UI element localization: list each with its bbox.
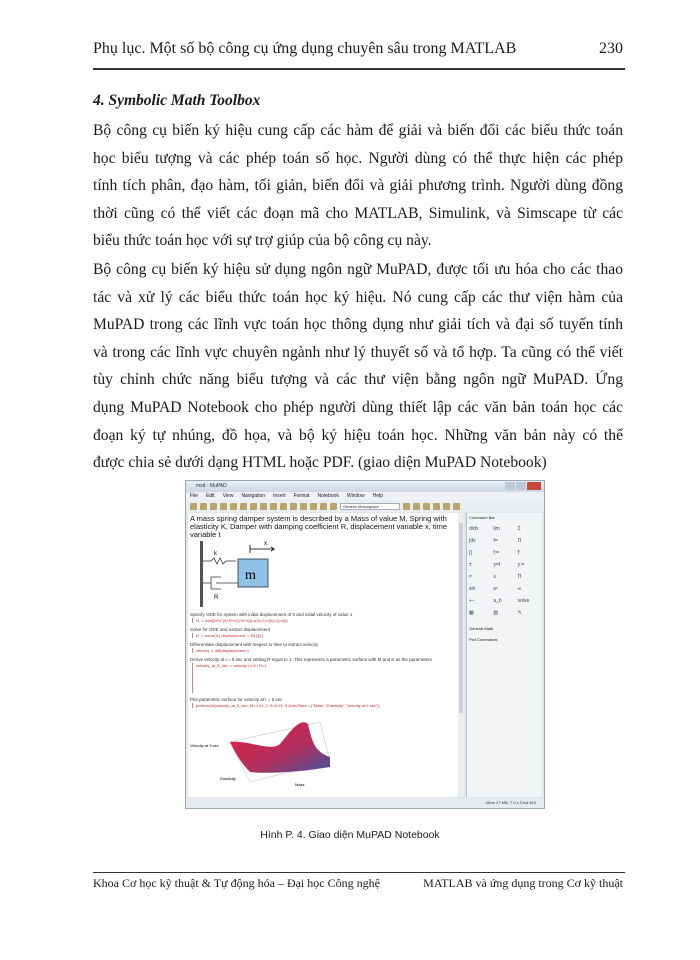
- x-axis-label: Mass: [295, 782, 305, 787]
- paragraph-2: [93, 256, 623, 477]
- toolbar-icon: [230, 503, 237, 510]
- menu-item: View: [222, 493, 234, 499]
- text-line: được chia sẻ dưới dạng HTML hoặc PDF. (giao diện MuPAD Notebook): [93, 454, 547, 472]
- text-line: thời cũng có thể viết các đoạn mã cho MATLAB, Simulink, và Simscape từ các: [93, 204, 623, 222]
- toolbar-icon: [210, 503, 217, 510]
- footer-left: Khoa Cơ học kỹ thuật & Tự động hóa – Đại học Công nghệ: [93, 876, 380, 890]
- spring-label: k: [214, 551, 217, 557]
- y-axis-label: Elasticity: [220, 776, 236, 781]
- header-rule: [93, 68, 625, 70]
- maximize-icon: [516, 482, 526, 490]
- command-bar-title: Command Bar: [469, 515, 495, 520]
- text-line: biểu thức toán học với sự trợ giúp của bộ công cụ này.: [93, 232, 432, 250]
- toolbar-icon: [220, 503, 227, 510]
- font-select: Generic Monospace: [340, 503, 400, 510]
- toolbar-icon: [290, 503, 297, 510]
- z-axis-label: Velocity at 5 sec: [190, 743, 219, 748]
- menu-item: Insert: [273, 493, 286, 499]
- page-footer: [93, 876, 623, 891]
- command-bar: [466, 513, 542, 797]
- minimize-icon: [505, 482, 515, 490]
- toolbar: [186, 500, 544, 512]
- text-line: đoạn ký tự nhúng, đồ họa, và bộ ký hiệu toán học. Những văn bản này có thể: [93, 426, 623, 444]
- cell-input[interactable]: velocity := diff(displacement,t): [192, 648, 456, 653]
- menu-item: Notebook: [317, 493, 339, 499]
- toolbar-icon: [443, 503, 450, 510]
- footer-right: MATLAB và ứng dụng trong Cơ kỹ thuật: [423, 876, 623, 890]
- text-line: học biểu tượng và các phép toán số học. Người dùng có thể thực hiện các phép: [93, 149, 623, 167]
- cell-text: Solve for ODE and extract displacement: [190, 627, 271, 632]
- text-line: dụng MuPAD Notebook cho phép người dùng thiết lập các văn bản toán học các: [93, 398, 623, 416]
- surface-plot: [190, 712, 340, 787]
- text-line: tùy chỉnh chức năng biểu tượng và các thư viện bằng ngôn ngữ MuPAD. Ứng: [93, 371, 623, 389]
- toolbar-icon: [320, 503, 327, 510]
- general-math-section[interactable]: General Math: [469, 626, 494, 631]
- text-line: và trong các lĩnh vực chuyên ngành như lý thuyết số và tổ hợp. Ta cũng có thể viết: [93, 343, 623, 361]
- toolbar-icon: [413, 503, 420, 510]
- cell-input[interactable]: f1 := ode({M*x''(t)+R*x'(t)+K*x(t),x(0)=0,x'(0)=1},x(t)): [192, 618, 456, 623]
- toolbar-icon: [200, 503, 207, 510]
- text-line: Bộ công cụ biến ký hiệu sử dụng ngôn ngữ MuPAD, được tối ưu hóa cho các thao: [93, 261, 623, 278]
- toolbar-icon: [453, 503, 460, 510]
- footer-rule: [93, 872, 625, 873]
- damper-label: R: [214, 595, 219, 601]
- cell-input[interactable]: velocity_at_5_sec := velocity | t=5 | R=1: [192, 663, 456, 693]
- page-header: [93, 40, 623, 58]
- displacement-label: x: [264, 541, 267, 547]
- command-grid: d/dx lim Σ ∫dx f= Π [] f:= f' ± y=f y:= ≠ ≤ Π sin eˣ ∞ +− a_b solve ▦ ▨ ✎: [469, 526, 530, 616]
- menu-item: File: [190, 493, 199, 499]
- toolbar-icon: [190, 503, 197, 510]
- text-line: MuPAD trong các lĩnh vực toán học thông dụng như giải tích và đại số tuyến tính: [93, 316, 623, 334]
- text-line: Bộ công cụ biến ký hiệu cung cấp các hàm để giải và biến đổi các biểu thức toán: [93, 122, 623, 139]
- paragraph-1: [93, 117, 623, 255]
- toolbar-icon: [300, 503, 307, 510]
- close-icon: [527, 482, 541, 490]
- plot-commands-section[interactable]: Plot Commands: [469, 637, 498, 642]
- toolbar-icon: [270, 503, 277, 510]
- toolbar-icon: [433, 503, 440, 510]
- toolbar-icon: [423, 503, 430, 510]
- figure-caption: Hình P. 4. Giao diện MuPAD Notebook: [260, 829, 440, 841]
- toolbar-icon: [310, 503, 317, 510]
- menu-item: Navigation: [241, 493, 266, 499]
- header-title: Phụ lục. Một số bộ công cụ ứng dụng chuyên sâu trong MATLAB: [93, 40, 517, 57]
- section-heading: 4. Symbolic Math Toolbox: [93, 92, 261, 109]
- text-line: tính tích phân, đạo hàm, tối giản, biến đổi và giải phương trình. Người dùng đồng: [93, 177, 623, 195]
- text-line: tác và xử lý các biểu thức toán học ký hiệu. Nó cung cấp các thư viện hàm của: [93, 288, 623, 306]
- mupad-screenshot: [185, 480, 545, 809]
- menu-item: Edit: [206, 493, 215, 499]
- notebook-area: [188, 513, 458, 797]
- window-controls: [505, 482, 541, 490]
- toolbar-icon: [330, 503, 337, 510]
- mass-label: m: [245, 568, 256, 583]
- toolbar-icon: [260, 503, 267, 510]
- menu-item: Window: [346, 493, 365, 499]
- window-title: msd - MuPAD: [196, 483, 227, 489]
- cell-text: Plot parametric surface for velocity at t = 5 sec: [190, 697, 283, 702]
- cell-text: Derive velocity at t = 5 sec and setting R equal to 1. This represents a parametric surface with M and K as the parameters: [190, 657, 432, 662]
- intro-text: A mass spring damper system is described by a Mass of value M, Spring with elasticity K, Damper with damping coefficient R, displacement variable x, time variable t: [190, 514, 448, 539]
- toolbar-icon: [403, 503, 410, 510]
- menu-bar: [186, 492, 544, 500]
- window-titlebar: [186, 481, 544, 492]
- notebook-scrollbar[interactable]: [458, 513, 464, 797]
- menu-item: Format: [293, 493, 310, 499]
- cell-text: Differentiate displacement with respect to time to extract velocity: [190, 642, 318, 647]
- cell-input[interactable]: f2 := solve(f1) displacement := f2[1][1]: [192, 633, 456, 638]
- mass-spring-damper-diagram: [190, 539, 310, 609]
- status-bar: Mem 27 MB, T 0 s Cmd INS: [186, 798, 544, 808]
- toolbar-icon: [280, 503, 287, 510]
- cell-text: Specify ODE for system with initial displacement of 0 and initial velocity of value 1: [190, 612, 353, 617]
- menu-item: Help: [372, 493, 383, 499]
- toolbar-icon: [250, 503, 257, 510]
- cell-input[interactable]: plotfunc3d(velocity_at_5_sec, M=0.01..2, K=0.01..5,AxesTitles = ["Mass","Elasticity","Velocity at 5 sec"]): [192, 703, 456, 708]
- toolbar-icon: [240, 503, 247, 510]
- page-number: 230: [599, 40, 623, 57]
